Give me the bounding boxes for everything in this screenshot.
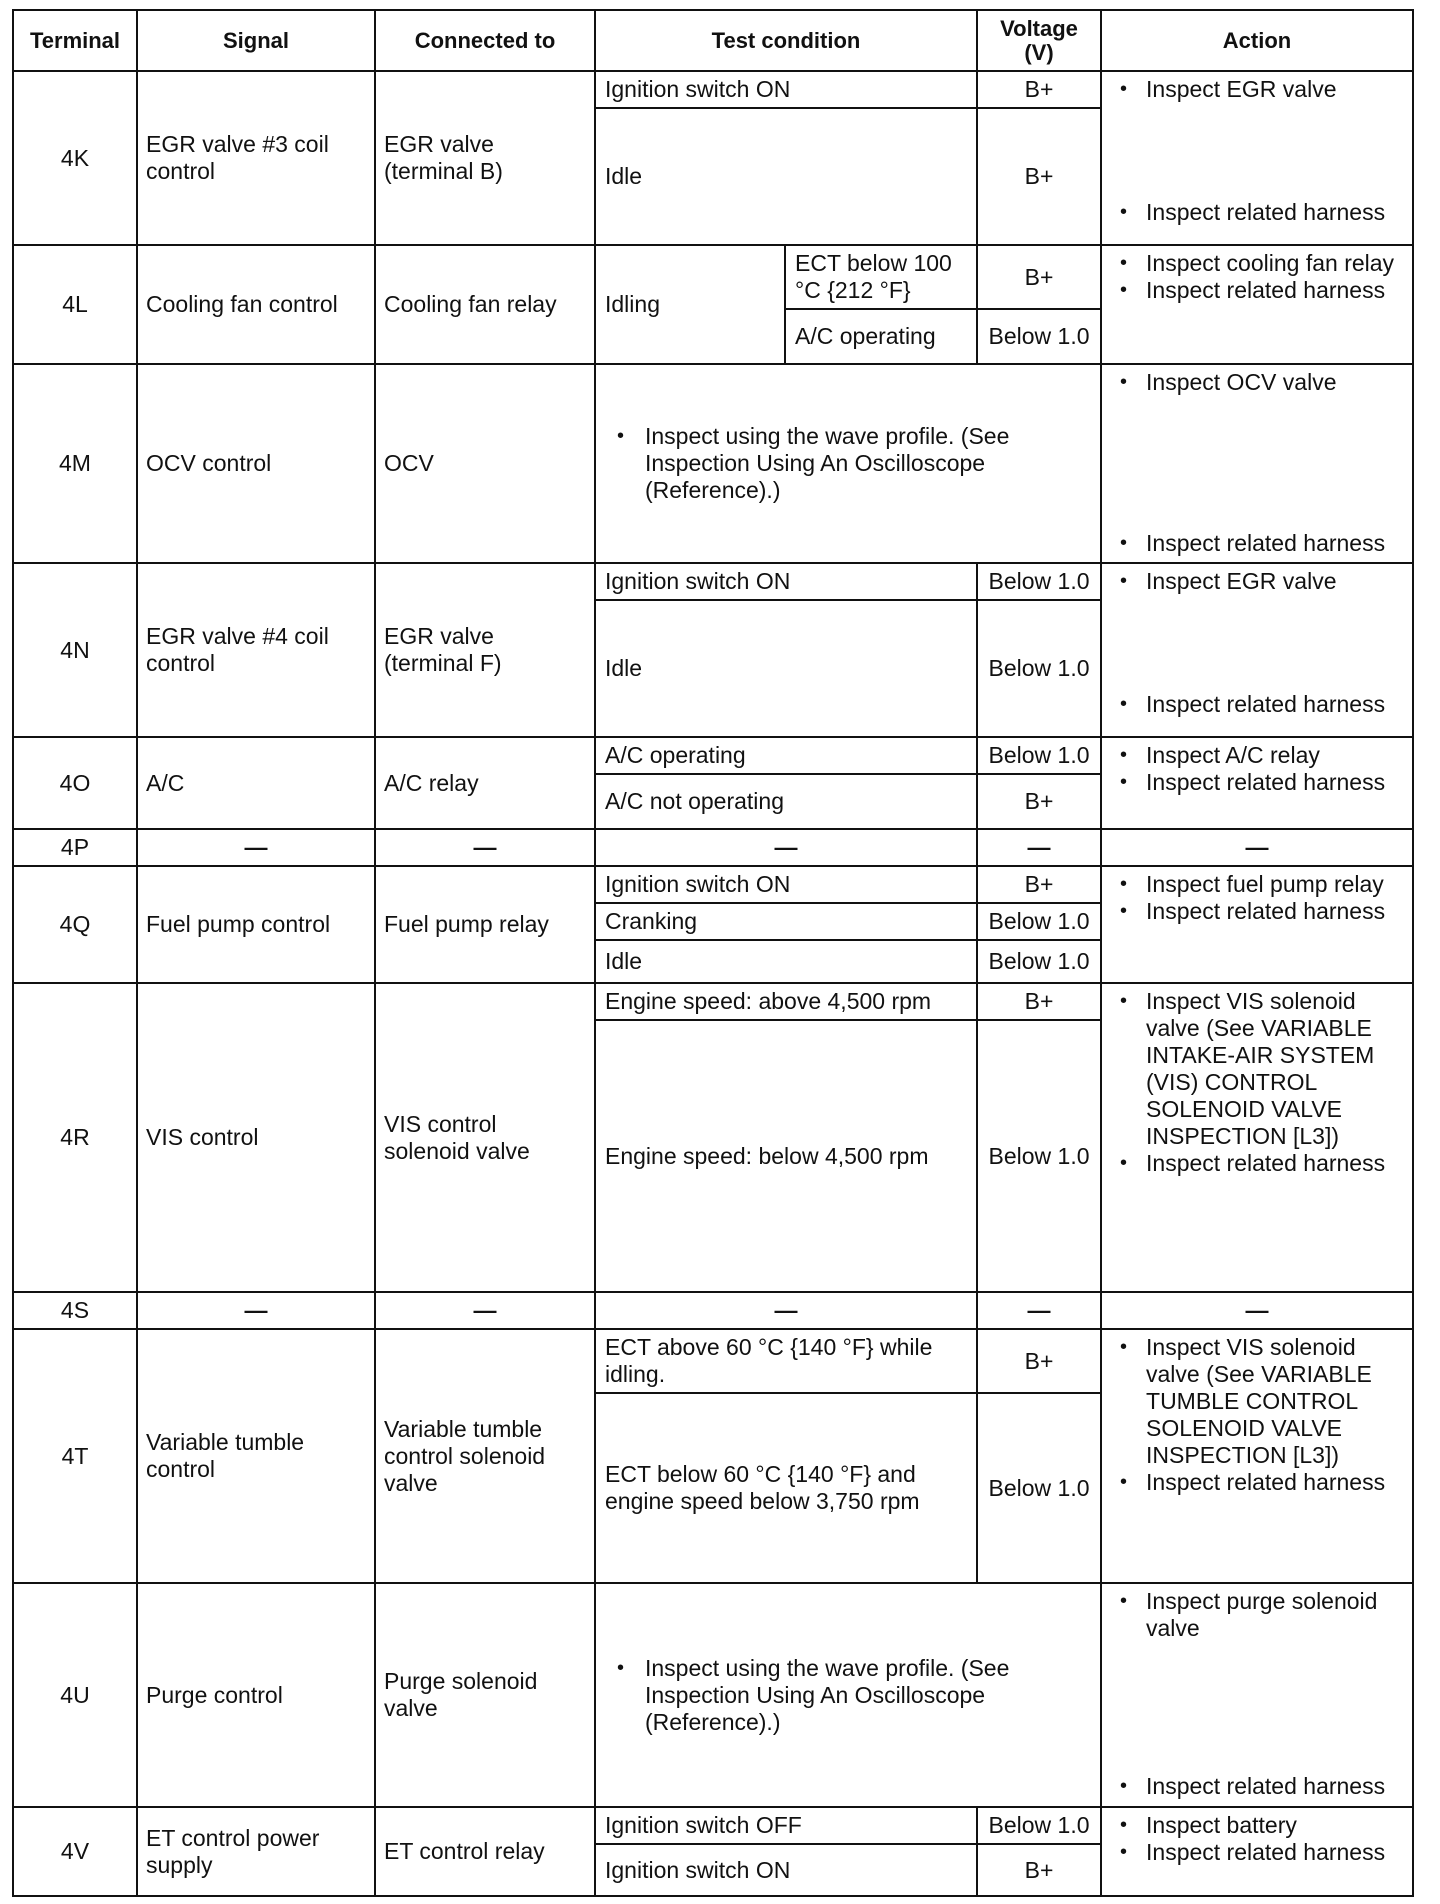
signal-cell: Variable tumble control [137,1329,375,1583]
condition-cell: Ignition switch ON [595,1844,977,1896]
header-test-condition: Test condition [595,10,977,71]
action-item: • Inspect OCV valve [1110,369,1404,396]
action-item: • Inspect related harness [1110,1839,1404,1866]
voltage-cell: B+ [977,983,1101,1020]
signal-cell: — [137,829,375,866]
action-cell [1101,737,1413,829]
condition-cell: — [595,1292,977,1329]
terminal-cell: 4U [13,1583,137,1807]
action-item: • Inspect VIS solenoid valve (See VARIABLE TUMBLE CONTROL SOLENOID VALVE INSPECTION [L3]) [1110,1334,1404,1469]
connected-cell: EGR valve (terminal B) [375,71,595,245]
condition-cell: Ignition switch ON [595,563,977,600]
action-cell [1101,1329,1413,1583]
terminal-cell: 4N [13,563,137,737]
action-item: • Inspect related harness [1110,199,1404,226]
action-item: • Inspect fuel pump relay [1110,871,1404,898]
voltage-cell: Below 1.0 [977,1393,1101,1583]
signal-cell: EGR valve #3 coil control [137,71,375,245]
action-cell: — [1101,1292,1413,1329]
terminal-cell: 4Q [13,866,137,983]
action-item: • Inspect related harness [1110,530,1404,557]
table-row-4q [13,866,1413,903]
action-cell [1101,245,1413,364]
action-item: • Inspect EGR valve [1110,76,1404,103]
header-connected-to: Connected to [375,10,595,71]
voltage-cell: B+ [977,71,1101,108]
connected-cell: Cooling fan relay [375,245,595,364]
table-row-4s [13,1292,1413,1329]
condition-cell: A/C operating [785,309,977,364]
action-item: • Inspect related harness [1110,1773,1404,1800]
table-row-4n [13,563,1413,600]
action-item: • Inspect related harness [1110,898,1404,925]
signal-cell: Cooling fan control [137,245,375,364]
header-row [13,10,1413,71]
terminal-cell: 4V [13,1807,137,1896]
action-item: • Inspect related harness [1110,691,1404,718]
signal-cell: — [137,1292,375,1329]
voltage-cell: Below 1.0 [977,1020,1101,1292]
connected-cell: A/C relay [375,737,595,829]
action-item: • Inspect cooling fan relay [1110,250,1404,277]
terminal-voltage-table-sheet [12,9,1412,1891]
condition-cell: A/C not operating [595,774,977,829]
table-row-4u [13,1583,1413,1807]
action-item: • Inspect related harness [1110,1150,1404,1177]
header-signal: Signal [137,10,375,71]
action-item: • Inspect related harness [1110,1469,1404,1496]
condition-cell [595,1583,1101,1807]
condition-cell [595,364,1101,563]
connected-cell: Variable tumble control solenoid valve [375,1329,595,1583]
action-cell [1101,1807,1413,1896]
terminal-cell: 4S [13,1292,137,1329]
condition-cell: Ignition switch OFF [595,1807,977,1844]
connected-cell: OCV [375,364,595,563]
action-item: • Inspect related harness [1110,277,1404,304]
terminal-cell: 4P [13,829,137,866]
action-cell [1101,983,1413,1292]
table-row-4p [13,829,1413,866]
action-item: • Inspect related harness [1110,769,1404,796]
signal-cell: ET control power supply [137,1807,375,1896]
condition-cell: ECT above 60 °C {140 °F} while idling. [595,1329,977,1393]
table-row-4v [13,1807,1413,1844]
voltage-cell: B+ [977,1329,1101,1393]
terminal-cell: 4K [13,71,137,245]
voltage-cell: Below 1.0 [977,903,1101,940]
action-cell [1101,1583,1413,1807]
voltage-cell: Below 1.0 [977,1807,1101,1844]
signal-cell: VIS control [137,983,375,1292]
condition-cell: Idle [595,940,977,983]
condition-cell: ECT below 100 °C {212 °F} [785,245,977,309]
condition-cell: Idling [595,245,785,364]
terminal-cell: 4M [13,364,137,563]
voltage-cell: Below 1.0 [977,309,1101,364]
header-voltage: Voltage (V) [977,10,1101,71]
table-row-4t [13,1329,1413,1393]
action-cell [1101,563,1413,737]
table-row-4l [13,245,1413,309]
action-cell [1101,364,1413,563]
connected-cell: VIS control solenoid valve [375,983,595,1292]
voltage-cell: — [977,829,1101,866]
table-row-4k [13,71,1413,108]
condition-cell: Idle [595,108,977,245]
voltage-cell: Below 1.0 [977,600,1101,737]
action-cell [1101,71,1413,245]
connected-cell: — [375,1292,595,1329]
voltage-cell: B+ [977,108,1101,245]
condition-cell: ECT below 60 °C {140 °F} and engine speed below 3,750 rpm [595,1393,977,1583]
terminal-cell: 4R [13,983,137,1292]
signal-cell: EGR valve #4 coil control [137,563,375,737]
signal-cell: Fuel pump control [137,866,375,983]
voltage-cell: B+ [977,1844,1101,1896]
note-item: • Inspect using the wave profile. (See Inspection Using An Oscilloscope (Reference).) [605,423,1092,504]
voltage-cell: B+ [977,245,1101,309]
action-item: • Inspect EGR valve [1110,568,1404,595]
terminal-cell: 4O [13,737,137,829]
voltage-cell: B+ [977,774,1101,829]
condition-cell: Engine speed: below 4,500 rpm [595,1020,977,1292]
connected-cell: EGR valve (terminal F) [375,563,595,737]
action-item: • Inspect purge solenoid valve [1110,1588,1404,1642]
condition-cell: Ignition switch ON [595,71,977,108]
table-row-4o [13,737,1413,774]
voltage-cell: Below 1.0 [977,563,1101,600]
condition-cell: — [595,829,977,866]
voltage-cell: Below 1.0 [977,940,1101,983]
connected-cell: Fuel pump relay [375,866,595,983]
action-cell [1101,866,1413,983]
voltage-cell: Below 1.0 [977,737,1101,774]
action-item: • Inspect battery [1110,1812,1404,1839]
signal-cell: OCV control [137,364,375,563]
signal-cell: A/C [137,737,375,829]
signal-cell: Purge control [137,1583,375,1807]
table-row-4r [13,983,1413,1020]
voltage-cell: — [977,1292,1101,1329]
action-item: • Inspect A/C relay [1110,742,1404,769]
terminal-cell: 4T [13,1329,137,1583]
note-item: • Inspect using the wave profile. (See Inspection Using An Oscilloscope (Reference).) [605,1655,1092,1736]
condition-cell: A/C operating [595,737,977,774]
condition-cell: Cranking [595,903,977,940]
condition-cell: Idle [595,600,977,737]
condition-cell: Engine speed: above 4,500 rpm [595,983,977,1020]
voltage-cell: B+ [977,866,1101,903]
action-cell: — [1101,829,1413,866]
action-item: • Inspect VIS solenoid valve (See VARIABLE INTAKE-AIR SYSTEM (VIS) CONTROL SOLENOID VALVE INSPECTION [L3]) [1110,988,1404,1150]
header-action: Action [1101,10,1413,71]
terminal-cell: 4L [13,245,137,364]
condition-cell: Ignition switch ON [595,866,977,903]
connected-cell: Purge solenoid valve [375,1583,595,1807]
connected-cell: — [375,829,595,866]
connected-cell: ET control relay [375,1807,595,1896]
terminal-voltage-table [12,9,1414,1897]
table-row-4m [13,364,1413,563]
header-terminal: Terminal [13,10,137,71]
